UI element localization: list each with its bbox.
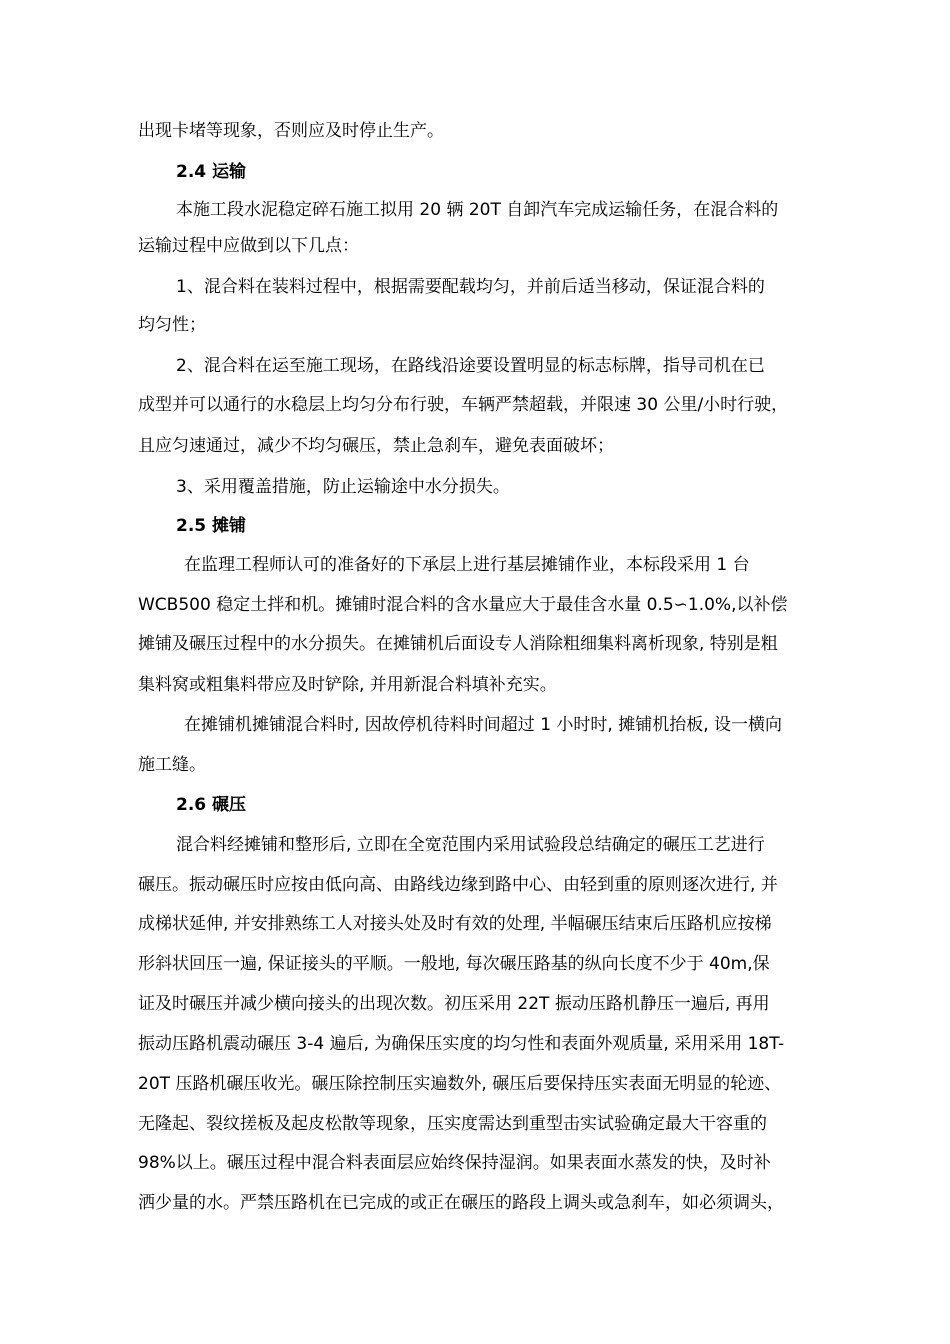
section-heading-2-6: 2.6 碾压: [176, 795, 247, 815]
text-line: 证及时碾压并减少横向接头的出现次数。初压采用 22T 振动压路机静压一遍后, 再用: [138, 994, 770, 1014]
text-line: 本施工段水泥稳定碎石施工拟用 20 辆 20T 自卸汽车完成运输任务，在混合料的: [176, 200, 779, 220]
section-heading-2-5: 2.5 摊铺: [176, 516, 247, 536]
text-line: 出现卡堵等现象，否则应及时停止生产。: [138, 121, 444, 141]
text-line: 洒少量的水。严禁压路机在已完成的或正在碾压的路段上调头或急刹车，如必须调头，: [138, 1193, 784, 1213]
text-line: 运输过程中应做到以下几点：: [138, 236, 359, 256]
text-line: 碾压。振动碾压时应按由低向高、由路线边缘到路中心、由轻到重的原则逐次进行, 并: [138, 875, 778, 895]
text-line: 形斜状回压一遍, 保证接头的平顺。一般地, 每次碾压路基的纵向长度不少于 40m,保: [138, 954, 770, 974]
text-line: 振动压路机震动碾压 3-4 遍后, 为确保压实度的均匀性和表面外观质量, 采用采用 18T-: [138, 1034, 785, 1054]
text-line: WCB500 稳定土拌和机。摊铺时混合料的含水量应大于最佳含水量 0.5∽1.0%,以补偿: [138, 595, 788, 615]
text-line: 3、采用覆盖措施，防止运输途中水分损失。: [176, 477, 510, 497]
text-line: 20T 压路机碾压收光。碾压除控制压实遍数外, 碾压后要保持压实表面无明显的轮迹、: [138, 1074, 782, 1094]
text-line: 1、混合料在装料过程中，根据需要配载均匀，并前后适当移动，保证混合料的: [176, 277, 765, 297]
text-line: 且应匀速通过，减少不均匀碾压，禁止急刹车，避免表面破坏；: [138, 436, 614, 456]
text-line: 在摊铺机摊铺混合料时, 因故停机待料时间超过 1 小时时, 摊铺机抬板, 设一横向: [184, 715, 783, 735]
section-heading-2-4: 2.4 运输: [176, 162, 247, 182]
text-line: 混合料经摊铺和整形后, 立即在全宽范围内采用试验段总结确定的碾压工艺进行: [176, 835, 765, 855]
text-line: 2、混合料在运至施工现场，在路线沿途要设置明显的标志标牌，指导司机在已: [176, 356, 765, 376]
text-line: 在监理工程师认可的准备好的下承层上进行基层摊铺作业，本标段采用 1 台: [184, 555, 750, 575]
text-line: 摊铺及碾压过程中的水分损失。在摊铺机后面设专人消除粗细集料离析现象, 特别是粗: [138, 634, 778, 654]
text-line: 成梯状延伸, 并安排熟练工人对接头处及时有效的处理, 半幅碾压结束后压路机应按梯: [138, 914, 772, 934]
text-line: 98%以上。碾压过程中混合料表面层应始终保持湿润。如果表面水蒸发的快，及时补: [138, 1153, 771, 1173]
text-line: 施工缝。: [138, 755, 206, 775]
text-line: 集料窝或粗集料带应及时铲除, 并用新混合料填补充实。: [138, 675, 557, 695]
text-line: 均匀性；: [138, 315, 206, 335]
text-line: 无隆起、裂纹搓板及起皮松散等现象，压实度需达到重型击实试验确定最大干容重的: [138, 1114, 767, 1134]
text-line: 成型并可以通行的水稳层上均匀分布行驶，车辆严禁超载，并限速 30 公里/小时行驶，: [138, 395, 789, 415]
